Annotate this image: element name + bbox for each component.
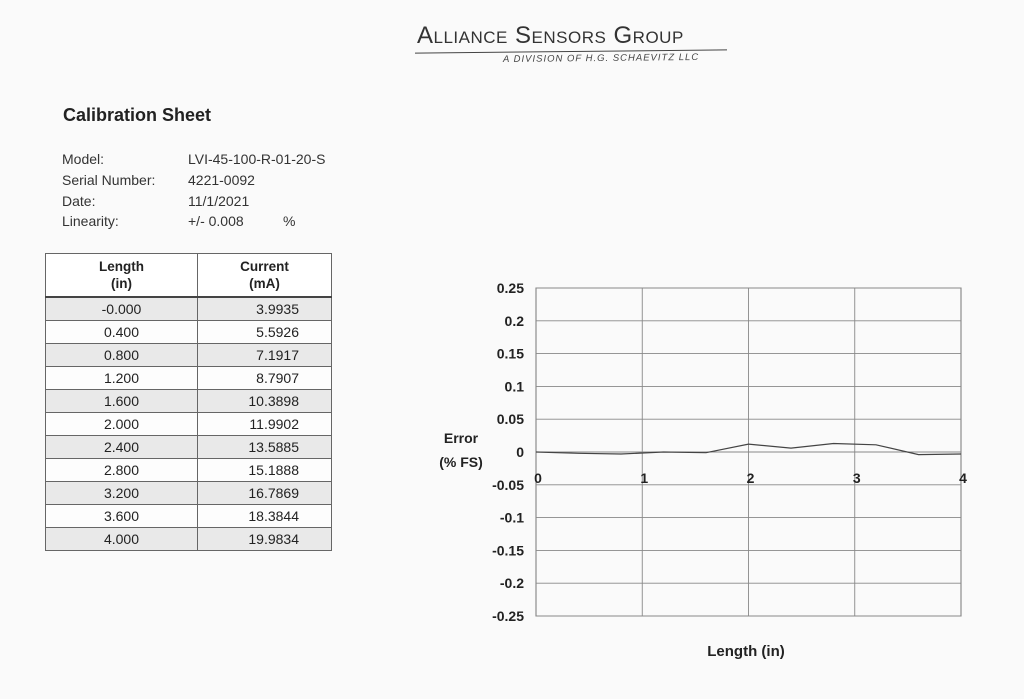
current-cell: 16.7869 [198, 482, 332, 505]
current-cell: 8.7907 [198, 367, 332, 390]
current-cell: 7.1917 [198, 344, 332, 367]
current-cell: 11.9902 [198, 413, 332, 436]
date-label: Date: [62, 193, 96, 209]
date-value: 11/1/2021 [188, 193, 250, 209]
current-cell: 3.9935 [198, 297, 332, 321]
logo-company-name: Alliance Sensors Group [417, 22, 684, 49]
y-tick-label: 0.25 [496, 280, 524, 296]
y-axis-label-line1: Error [443, 430, 479, 446]
y-tick-label: 0.15 [496, 345, 524, 362]
length-cell: 4.000 [46, 528, 198, 551]
chart-grid [536, 288, 961, 616]
linearity-label: Linearity: [62, 213, 119, 229]
x-tick-label: 2 [746, 470, 755, 486]
y-tick-label: 0.1 [504, 378, 524, 395]
header-length-line2: (in) [111, 276, 132, 291]
header-current-line2: (mA) [249, 276, 280, 291]
y-tick-label: -0.2 [499, 575, 524, 592]
linearity-unit: % [283, 213, 296, 229]
serial-number-label: Serial Number: [62, 172, 156, 188]
y-axis-ticks [492, 280, 524, 624]
y-tick-label: -0.05 [492, 476, 524, 493]
y-tick-label: 0 [516, 444, 524, 460]
y-axis-label-line2: (% FS) [439, 454, 483, 470]
serial-number-value: 4221-0092 [188, 172, 255, 188]
model-value: LVI-45-100-R-01-20-S [188, 151, 326, 167]
current-cell: 10.3898 [198, 390, 332, 413]
length-cell: 2.400 [46, 436, 198, 459]
header-current-line1: Current [240, 259, 289, 274]
y-tick-label: -0.1 [499, 509, 524, 526]
header-length-line1: Length [99, 259, 144, 274]
current-cell: 18.3844 [198, 505, 332, 528]
y-tick-label: -0.25 [492, 608, 524, 624]
model-label: Model: [62, 151, 105, 167]
y-tick-label: 0.05 [496, 411, 524, 428]
x-tick-label: 1 [640, 470, 649, 486]
length-cell: 0.400 [46, 321, 198, 344]
linearity-value: +/- 0.008 [188, 213, 244, 229]
x-axis-label: Length (in) [707, 643, 785, 660]
length-cell: 3.200 [46, 482, 198, 505]
length-cell: 2.000 [46, 413, 198, 436]
x-tick-label: 0 [534, 470, 542, 486]
current-cell: 5.5926 [198, 321, 332, 344]
y-tick-label: -0.15 [492, 542, 524, 559]
x-axis-ticks [534, 470, 967, 486]
length-cell: 1.200 [46, 367, 198, 390]
y-tick-label: 0.2 [504, 312, 524, 329]
length-cell: 0.800 [46, 344, 198, 367]
sheet-title: Calibration Sheet [63, 105, 212, 125]
logo-subtitle: A DIVISION OF H.G. SCHAEVITZ LLC [502, 51, 700, 66]
x-tick-label: 3 [852, 470, 861, 486]
current-cell: 13.5885 [198, 436, 332, 459]
current-cell: 19.9834 [198, 528, 332, 551]
current-cell: 15.1888 [198, 459, 332, 482]
length-cell: 2.800 [46, 459, 198, 482]
length-cell: 1.600 [46, 390, 198, 413]
x-tick-label: 4 [959, 470, 967, 486]
length-cell: 3.600 [46, 505, 198, 528]
length-cell: -0.000 [46, 297, 198, 321]
